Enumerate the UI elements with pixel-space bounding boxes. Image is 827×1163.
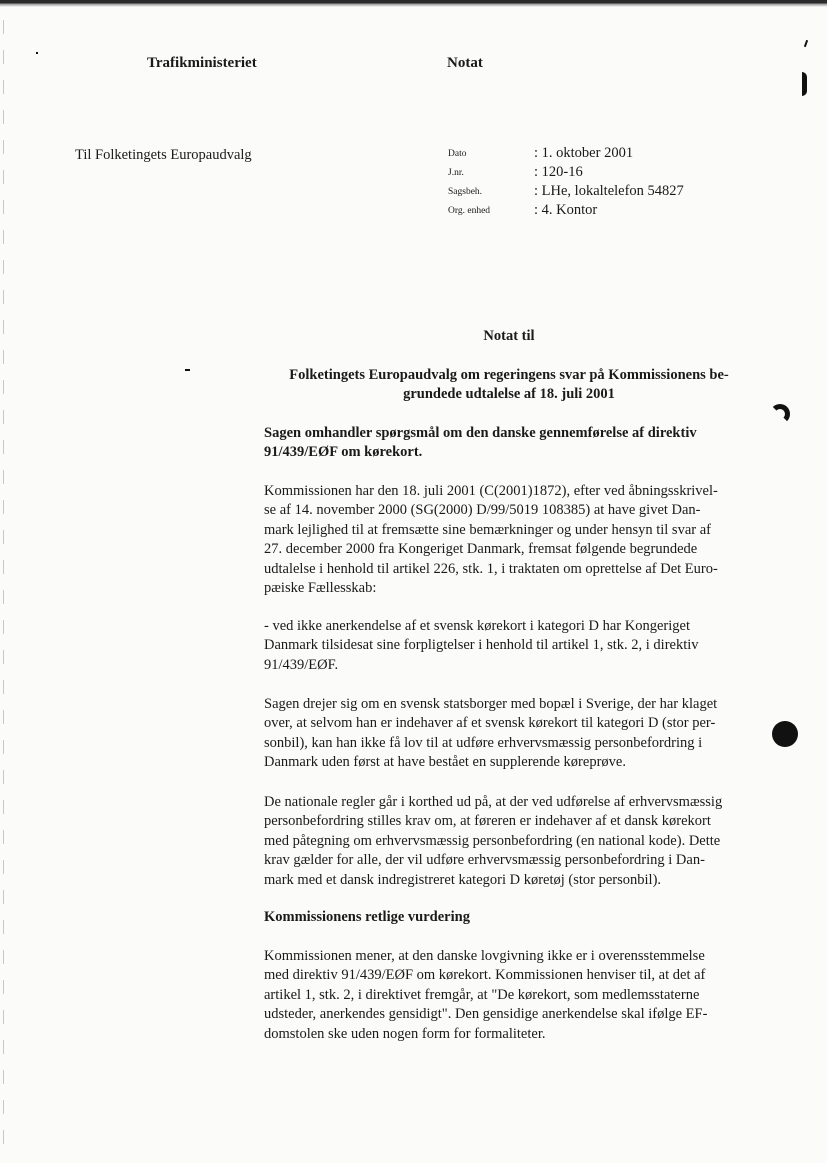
text-line: - ved ikke anerkendelse af et svensk kørekort i kategori D har Kongeriget	[264, 618, 690, 634]
text-line: 91/439/EØF.	[264, 656, 339, 673]
scan-mark-hook	[770, 404, 790, 424]
text-line: over, at selvom han er indehaver af et svensk kørekort til kategori D (stor per-	[264, 715, 716, 732]
recipient: Til Folketingets Europaudvalg	[75, 147, 252, 163]
subject-line: Sagen omhandler spørgsmål om den danske gennemførelse af direktiv	[264, 425, 697, 441]
paragraph-5	[264, 947, 754, 1044]
text-line: mark lejlighed til at fremsætte sine bemærkninger og under hensyn til svar af	[264, 521, 711, 538]
text-line: udtalelse i henhold til artikel 226, stk. 1, i traktaten om oprettelse af Det Euro-	[264, 560, 718, 577]
text-line: Sagen drejer sig om en svensk statsborger med bopæl i Sverige, der har klaget	[264, 696, 718, 712]
meta-label: J.nr.	[448, 168, 464, 178]
subject-heading	[264, 424, 754, 463]
text-line: Danmark uden først at have bestået en supplerende køreprøve.	[264, 754, 626, 771]
memo-title: Notat til	[483, 328, 535, 344]
paragraph-4	[264, 793, 754, 890]
text-line: 27. december 2000 fra Kongeriget Danmark, fremsat følgende begrundede	[264, 541, 698, 558]
scan-edge-top	[0, 0, 827, 7]
text-line: mark med et dansk indregistreret kategori D køretøj (stor personbil).	[264, 871, 662, 888]
scan-mark-dash	[185, 369, 190, 371]
metadata-block	[448, 145, 768, 221]
text-line: sonbil), kan han ikke få lov til at udføre erhvervsmæssig personbefordring i	[264, 734, 703, 751]
meta-label: Sagsbeh.	[448, 187, 483, 197]
text-line: artikel 1, stk. 2, i direktivet fremgår, at "De kørekort, som medlemsstaterne	[264, 986, 700, 1003]
text-line: med påtegning om erhvervsmæssig personbefordring (en national kode). Dette	[264, 832, 721, 849]
text-line: pæiske Fællesskab:	[264, 580, 377, 597]
section-heading: Kommissionens retlige vurdering	[264, 909, 470, 925]
document-type: Notat	[447, 55, 483, 71]
text-line: De nationale regler går i korthed ud på, at der ved udførelse af erhvervsmæssig	[264, 794, 723, 810]
paragraph-2	[264, 617, 754, 675]
meta-row-org-unit	[448, 202, 768, 221]
meta-row-date	[448, 145, 768, 164]
text-line: med direktiv 91/439/EØF om kørekort. Kommissionen henviser til, at det af	[264, 967, 706, 984]
memo-subtitle-line2: grundede udtalelse af 18. juli 2001	[403, 386, 615, 402]
meta-value: : LHe, lokaltelefon 54827	[534, 183, 684, 199]
memo-subtitle-line1: Folketingets Europaudvalg om regeringens svar på Kommissionens be-	[289, 367, 729, 383]
punch-hole-dot	[772, 721, 798, 747]
paragraph-3	[264, 695, 754, 773]
meta-value: : 4. Kontor	[534, 202, 598, 218]
text-line: udsteder, anerkendes gensidigt". Den gensidige anerkendelse skal ifølge EF-	[264, 1006, 708, 1023]
scan-mark-bracket	[802, 72, 807, 96]
subject-line: 91/439/EØF om kørekort.	[264, 444, 423, 461]
text-line: Kommissionen har den 18. juli 2001 (C(2001)1872), efter ved åbningsskrivel-	[264, 483, 718, 499]
meta-label: Dato	[448, 149, 467, 159]
text-line: krav gælder for alle, der vil udføre erhvervsmæssig personbefordring i Dan-	[264, 852, 705, 869]
scan-edge-left	[3, 20, 4, 1160]
text-line: se af 14. november 2000 (SG(2000) D/99/5019 108385) at have givet Dan-	[264, 502, 701, 519]
meta-row-journal	[448, 164, 768, 183]
meta-value: : 1. oktober 2001	[534, 145, 634, 161]
meta-value: : 120-16	[534, 164, 583, 180]
paragraph-1	[264, 482, 754, 598]
text-line: domstolen ske uden nogen form for formaliteter.	[264, 1025, 546, 1042]
scan-mark-top-right	[804, 40, 808, 47]
text-line: Danmark tilsidesat sine forpligtelser i henhold til artikel 1, stk. 2, i direktiv	[264, 637, 699, 654]
meta-row-caseworker	[448, 183, 768, 202]
text-line: Kommissionen mener, at den danske lovgivning ikke er i overensstemmelse	[264, 948, 705, 964]
text-line: personbefordring stilles krav om, at føreren er indehaver af et dansk kørekort	[264, 813, 711, 830]
meta-label: Org. enhed	[448, 206, 491, 216]
scan-mark-dot	[36, 52, 38, 54]
ministry-name: Trafikministeriet	[147, 55, 257, 71]
